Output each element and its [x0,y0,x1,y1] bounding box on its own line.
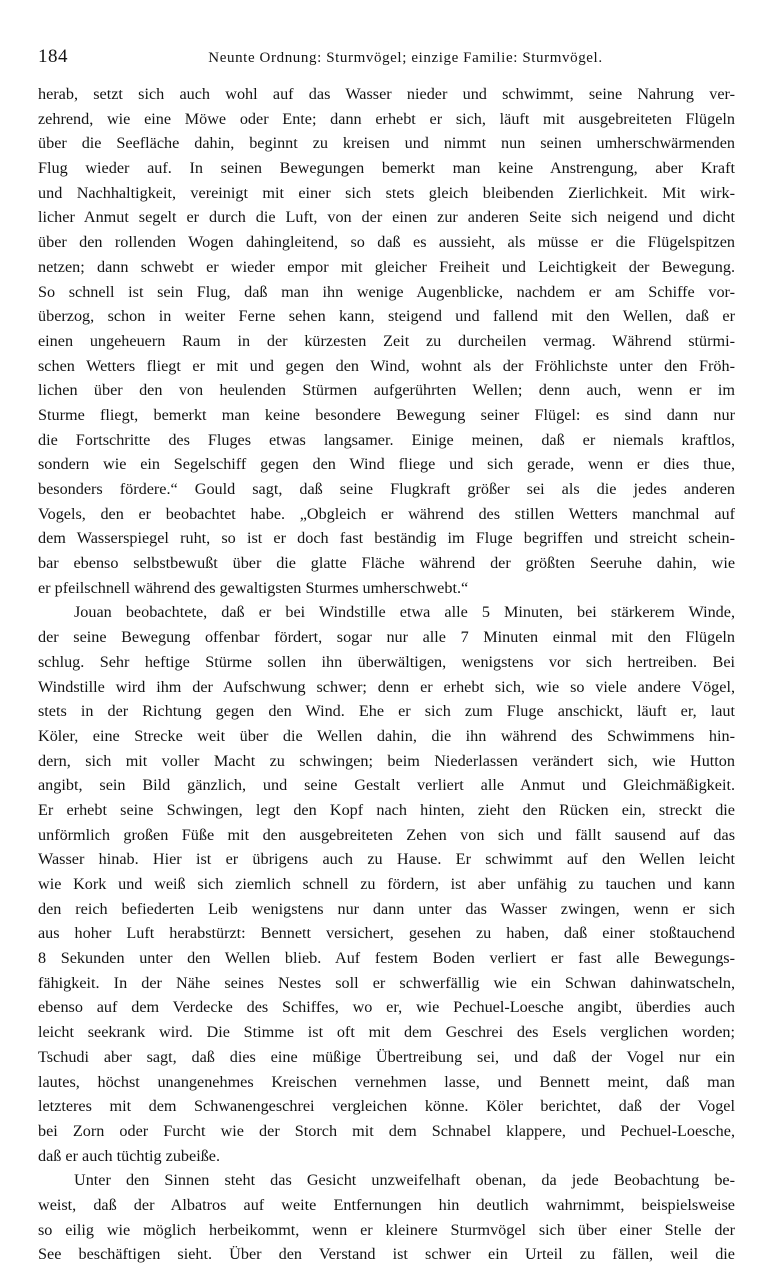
text-line: letzteres mit dem Schwanengeschrei vergleichen könne. Köler berichtet, daß der Vogel [38,1097,735,1116]
text-line: ebenso auf dem Verdecke des Schiffes, wo er, wie Pechuel-Loesche angibt, überdies auch [38,998,735,1017]
text-line: und Nachhaltigkeit, vereinigt mit einer sich stets gleich bleibenden Zierlichkeit. Mit wirk- [38,183,735,202]
text-line: schen Wetters fliegt er mit und gegen den Wind, wohnt als der Fröhlichste unter den Fröh- [38,356,735,375]
text-line: Köler, eine Strecke weit über die Wellen dahin, die ihn während des Schwimmens hin- [38,726,735,745]
text-line: bar ebenso selbstbewußt über die glatte Fläche während der größten Seeruhe dahin, wie [38,554,735,573]
text-line: Unter den Sinnen steht das Gesicht unzweifelhaft obenan, da jede Beobachtung be- [74,1171,735,1190]
body-text [38,82,735,1267]
text-line: dern, sich mit voller Macht zu schwingen; beim Niederlassen verändert sich, wie Hutton [38,751,735,770]
text-line: lautes, höchst unangenehmes Kreischen vernehmen lasse, und Bennett meint, daß man [38,1072,735,1091]
page-header [38,46,735,76]
text-line: schlug. Sehr heftige Stürme sollen ihn überwältigen, wenigstens vor sich hertreiben. Bei [38,652,735,671]
text-line: sondern wie ein Segelschiff gegen den Wind fliege und sich gerade, wenn er dies thue, [38,455,735,474]
text-line: licher Anmut segelt er durch die Luft, von der einen zur anderen Seite sich neigend und dicht [38,208,735,227]
text-line: Er erhebt seine Schwingen, legt den Kopf nach hinten, zieht den Rücken ein, streckt die [38,800,735,819]
text-line: Wasser hinab. Hier ist er übrigens auch zu Hause. Er schwimmt auf den Wellen leicht [38,850,735,869]
running-title: Neunte Ordnung: Sturmvögel; einzige Familie: Sturmvögel. [208,50,603,66]
text-line: über die Seefläche dahin, beginnt zu kreisen und nimmt nun seinen umherschwärmenden [38,134,735,153]
text-line: so eilig wie möglich herbeikommt, wenn er kleinere Sturmvögel sich über einer Stelle der [38,1220,735,1239]
page-number: 184 [38,46,68,67]
text-line: weist, daß der Albatros auf weite Entfernungen hin deutlich wahrnimmt, beispielsweise [38,1195,735,1214]
text-line: So schnell ist sein Flug, daß man ihn wenige Augenblicke, nachdem er am Schiffe vor- [38,282,735,301]
text-line: der seine Bewegung offenbar fördert, sogar nur alle 7 Minuten einmal mit den Flügeln [38,628,735,647]
text-line: angibt, sein Bild gänzlich, und seine Gestalt verliert alle Anmut und Gleichmäßigkeit. [38,776,735,795]
text-line: Tschudi aber sagt, daß dies eine müßige Übertreibung sei, und daß der Vogel nur ein [38,1047,735,1066]
text-line: überzog, schon in weiter Ferne sehen kann, steigend und fallend mit den Wellen, daß er [38,307,735,326]
text-line: die Fortschritte des Fluges etwas langsamer. Einige meinen, daß er niemals kraftlos, [38,430,735,449]
text-line: unförmlich großen Füße mit den ausgebreiteten Zehen von sich und fällt sausend auf das [38,825,735,844]
text-line: daß er auch tüchtig zubeiße. [38,1146,221,1165]
text-line: über den rollenden Wogen dahingleitend, so daß es aussieht, als müsse er die Flügelspitzen [38,233,735,252]
text-line: dem Wasserspiegel ruht, so ist er doch fast beständig im Fluge begriffen und streicht schein- [38,529,735,548]
text-line: 8 Sekunden unter den Wellen blieb. Auf festem Boden verliert er fast alle Bewegungs- [38,949,735,968]
text-line: Flug wieder auf. In seinen Bewegungen bemerkt man keine Anstrengung, aber Kraft [38,159,735,178]
text-line: einen ungeheuern Raum in der kürzesten Zeit zu durcheilen vermag. Während stürmi- [38,331,735,350]
text-line: zehrend, wie eine Möwe oder Ente; dann erhebt er sich, läuft mit ausgebreiteten Flügeln [38,109,735,128]
text-line: stets in der Richtung gegen den Wind. Ehe er sich zum Fluge anschickt, läuft er, laut [38,702,735,721]
text-line: netzen; dann schwebt er wieder empor mit gleicher Freiheit und Leichtigkeit der Bewegung. [38,257,735,276]
text-line: herab, setzt sich auch wohl auf das Wasser nieder und schwimmt, seine Nahrung ver- [38,85,735,103]
text-line: wie Kork und weiß sich ziemlich schnell zu fördern, ist aber unfähig zu tauchen und kann [38,875,735,893]
text-line: bei Zorn oder Furcht wie der Storch mit dem Schnabel klappere, und Pechuel-Loesche, [38,1121,735,1140]
text-line: leicht seekrank wird. Die Stimme ist oft mit dem Geschrei des Esels verglichen worden; [38,1023,735,1042]
text-line: Windstille wird ihm der Aufschwung schwer; denn er erhebt sich, wie so viele andere Vögel, [38,677,735,696]
text-line: lichen über den von heulenden Stürmen aufgerührten Wellen; denn auch, wenn er im [38,381,735,400]
text-line: aus hoher Luft herabstürzt: Bennett versichert, gesehen zu haben, daß einer stoßtauchend [38,924,735,943]
text-line: Vogels, den er beobachtet habe. „Obgleich er während des stillen Wetters manchmal auf [38,504,735,523]
text-line: Sturme fliegt, bemerkt man keine besondere Bewegung seiner Flügel: es sind dann nur [38,405,735,424]
text-line: er pfeilschnell während des gewaltigsten Sturmes umherschwebt.“ [38,578,469,597]
text-line: fähigkeit. In der Nähe seines Nestes soll er schwerfällig wie ein Schwan dahinwatscheln, [38,973,735,992]
text-line: Jouan beobachtete, daß er bei Windstille etwa alle 5 Minuten, bei stärkerem Winde, [74,603,735,622]
text-line: besonders fördere.“ Gould sagt, daß seine Flugkraft größer sei als die jedes anderen [38,480,735,498]
text-line: See beschäftigen sieht. Über den Verstand ist schwer ein Urteil zu fällen, weil die [38,1245,735,1264]
text-line: den reich befiederten Leib wenigstens nur dann unter das Wasser zwingen, wenn er sich [38,899,735,918]
